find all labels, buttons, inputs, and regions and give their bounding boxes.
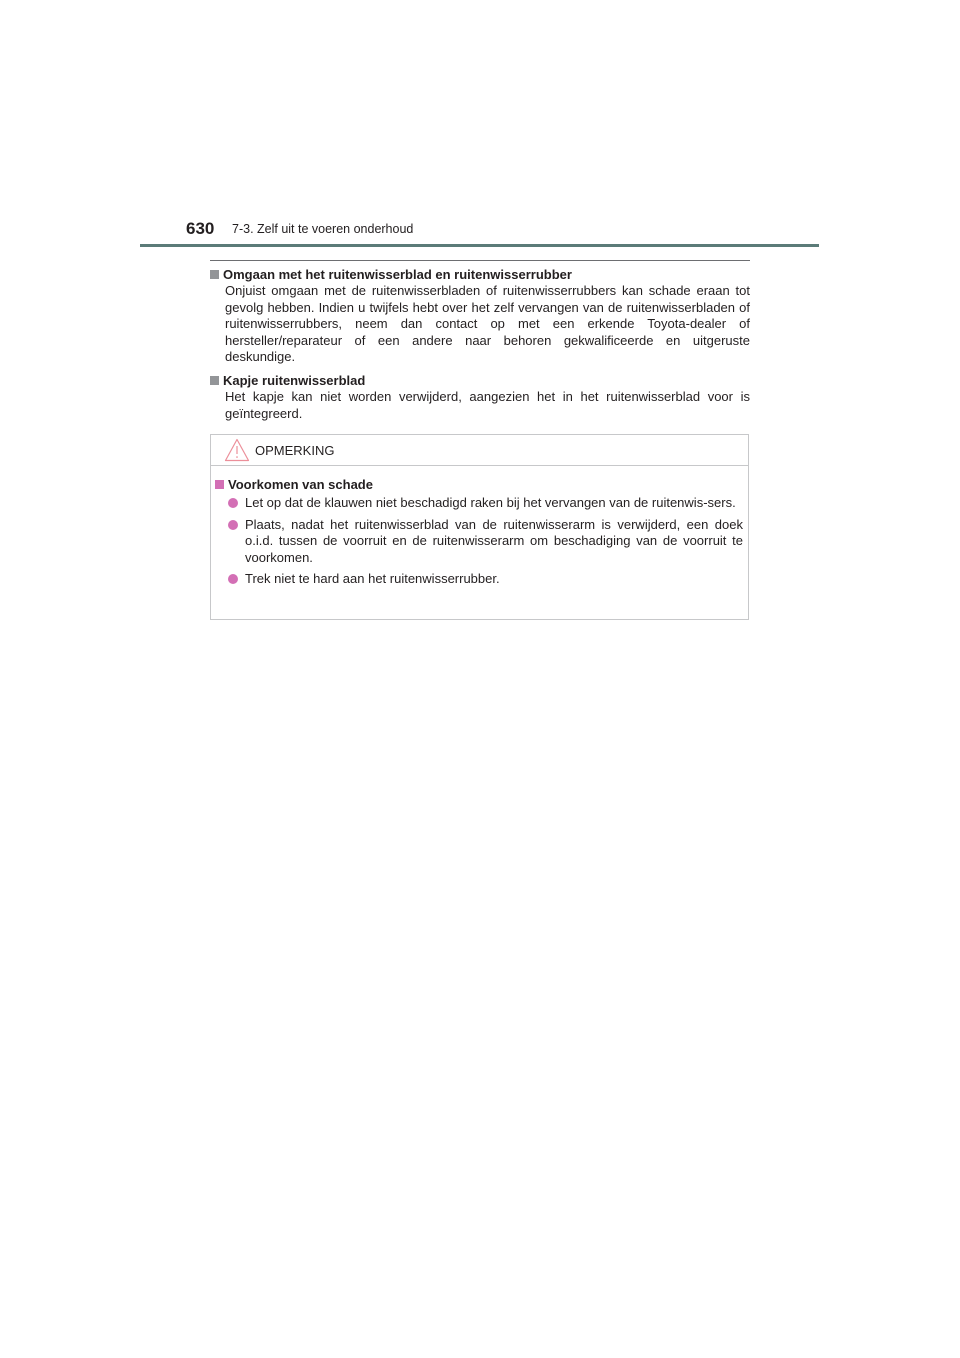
square-bullet-icon [210,270,219,279]
notice-list-item [228,517,743,566]
warning-triangle-icon [224,438,250,462]
notice-list-item [228,495,743,511]
circle-bullet-icon [228,498,238,508]
notice-header [211,435,748,466]
section-body: Onjuist omgaan met de ruitenwisserbladen of ruitenwisserrubbers kan schade eraan tot gevolg hebben. Indien u twijfels hebt over het zelf vervangen van de ruitenwisserbladen of ruitenwisserrubbers, neem dan contact op met een erkende Toyota-dealer of hersteller/reparateur of een andere naar behoren gekwalificeerde en uitgeruste deskundige. [225,283,750,365]
section-heading-text: Kapje ruitenwisserblad [223,373,366,388]
section-heading [210,267,750,283]
notice-title: OPMERKING [255,443,335,458]
notice-list-item [228,571,743,587]
notice-item-text: Plaats, nadat het ruitenwisserblad van de ruitenwisserarm is verwijderd, een doek o.i.d. tussen de voorruit en de ruitenwisserarm om beschadiging van de voorruit te voorkomen. [245,516,743,565]
notice-box [210,434,749,620]
notice-heading [215,477,743,493]
section-wiper-handling [210,267,750,365]
section-rule [210,260,750,261]
circle-bullet-icon [228,574,238,584]
page-number: 630 [186,219,215,238]
notice-item-text: Let op dat de klauwen niet beschadigd raken bij het vervangen van de ruitenwis-sers. [245,495,736,511]
chapter-title: 7-3. Zelf uit te voeren onderhoud [232,222,414,236]
section-body: Het kapje kan niet worden verwijderd, aangezien het in het ruitenwisserblad voor is geïntegreerd. [225,389,750,421]
square-bullet-icon [210,376,219,385]
section-heading [210,373,750,389]
notice-heading-text: Voorkomen van schade [228,477,373,492]
circle-bullet-icon [228,520,238,530]
header-rule [140,244,819,247]
square-bullet-icon [215,480,224,489]
notice-item-text: Trek niet te hard aan het ruitenwisserrubber. [245,571,500,587]
section-wiper-cap [210,373,750,422]
section-heading-text: Omgaan met het ruitenwisserblad en ruitenwisserrubber [223,267,572,282]
notice-body [211,466,748,587]
